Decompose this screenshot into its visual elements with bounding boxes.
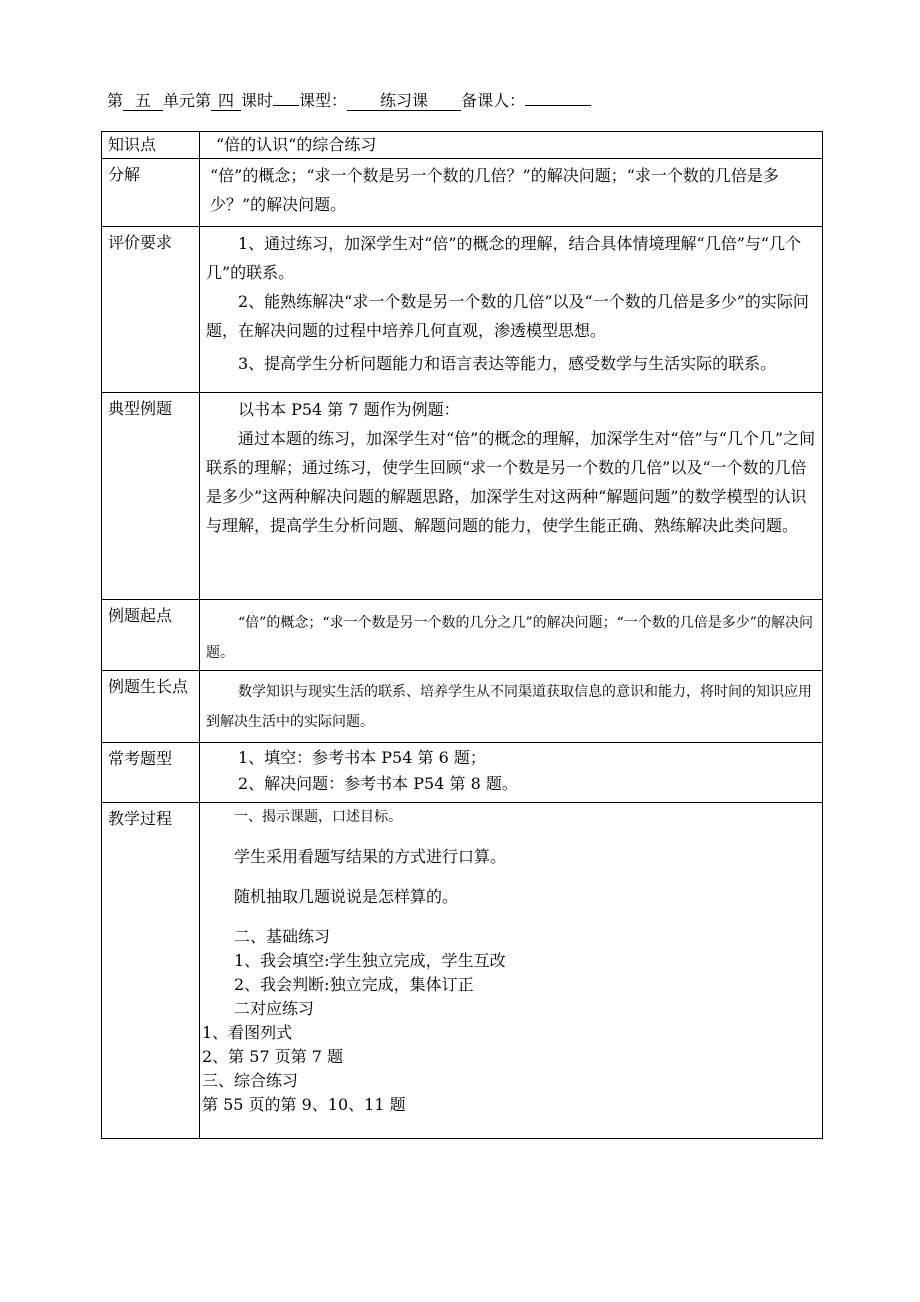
- lesson-header: [107, 88, 591, 111]
- process-line: 2、第 57 页第 7 题: [202, 1047, 344, 1066]
- process-line: 1、我会填空:学生独立完成，学生互改: [234, 951, 506, 970]
- lesson-plan-table: [101, 131, 823, 1139]
- process-line: 随机抽取几题说说是怎样算的。: [234, 887, 459, 906]
- row-label: 常考题型: [102, 743, 200, 803]
- row-process: [102, 803, 823, 1139]
- evaluation-item: 2、能熟练解决“求一个数是另一个数的几倍”以及“一个数的几倍是多少”的实际问题，在解决问题的过程中培养几何直观，渗透模型思想。: [206, 292, 809, 340]
- knowledge-text: “倍的认识“的综合练习: [200, 132, 823, 159]
- unit-number: 五: [123, 92, 163, 111]
- row-common: [102, 743, 823, 803]
- header-text: 单元第: [163, 91, 212, 110]
- evaluation-content: [200, 227, 823, 393]
- common-item: 2、解决问题：参考书本 P54 第 8 题。: [238, 774, 518, 793]
- lesson-number: 四: [211, 92, 241, 111]
- process-line: 三、综合练习: [202, 1071, 299, 1090]
- process-line: 二对应练习: [234, 999, 315, 1018]
- header-text: 备课人：: [461, 91, 526, 110]
- example-intro: 以书本 P54 第 7 题作为例题：: [238, 400, 460, 419]
- common-item: 1、填空：参考书本 P54 第 6 题；: [238, 748, 486, 767]
- header-text: 课时: [241, 91, 274, 110]
- evaluation-item: 3、提高学生分析问题能力和语言表达等能力，感受数学与生活实际的联系。: [238, 354, 777, 373]
- row-label: 典型例题: [102, 393, 200, 600]
- process-line: 第 55 页的第 9、10、11 题: [202, 1095, 406, 1114]
- row-knowledge: [102, 132, 823, 159]
- process-content: [200, 803, 823, 1139]
- example-content: [200, 393, 823, 600]
- start-text: “倍”的概念；“求一个数是另一个数的几分之几”的解决问题；“一个数的几倍是多少”的解决问题。: [200, 600, 823, 671]
- example-text: 通过本题的练习，加深学生对“倍”的概念的理解，加深学生对“倍”与“几个几”之间联系的理解；通过练习，使学生回顾“求一个数是另一个数的几倍”以及“一个数的几倍是多少”这两种解决问题的解题思路，加深学生对这两种“解题问题”的数学模型的认识与理解，提高学生分析问题、解题问题的能力，使学生能正确、熟练解决此类问题。: [206, 429, 816, 535]
- row-label: 评价要求: [102, 227, 200, 393]
- lesson-type: 练习课: [347, 92, 461, 111]
- row-decompose: [102, 159, 823, 227]
- row-growth: [102, 671, 823, 743]
- growth-text: 数学知识与现实生活的联系、培养学生从不同渠道获取信息的意识和能力，将时间的知识应用到解决生活中的实际问题。: [200, 671, 823, 743]
- row-label: 例题起点: [102, 600, 200, 671]
- process-line: 学生采用看题写结果的方式进行口算。: [234, 847, 507, 866]
- evaluation-item: 1、通过练习，加深学生对“倍”的概念的理解，结合具体情境理解“几倍”与“几个几”的联系。: [206, 234, 802, 282]
- blank-underline: [273, 105, 299, 106]
- row-label: 教学过程: [102, 803, 200, 1139]
- row-label: 例题生长点: [102, 671, 200, 743]
- header-text: 课型：: [299, 91, 348, 110]
- row-label: 分解: [102, 159, 200, 227]
- row-label: 知识点: [102, 132, 200, 159]
- row-start: [102, 600, 823, 671]
- process-line: 一、揭示课题，口述目标。: [234, 809, 402, 825]
- process-line: 二、基础练习: [234, 927, 331, 946]
- header-text: 第: [107, 91, 124, 110]
- common-content: [200, 743, 823, 803]
- process-line: 1、看图列式: [202, 1023, 293, 1042]
- process-line: 2、我会判断:独立完成，集体订正: [234, 975, 474, 994]
- row-evaluation: [102, 227, 823, 393]
- preparer-blank: [525, 105, 591, 106]
- decompose-text: “倍”的概念；“求一个数是另一个数的几倍？”的解决问题；“求一个数的几倍是多少？”的解决问题。: [200, 159, 823, 227]
- row-example: [102, 393, 823, 600]
